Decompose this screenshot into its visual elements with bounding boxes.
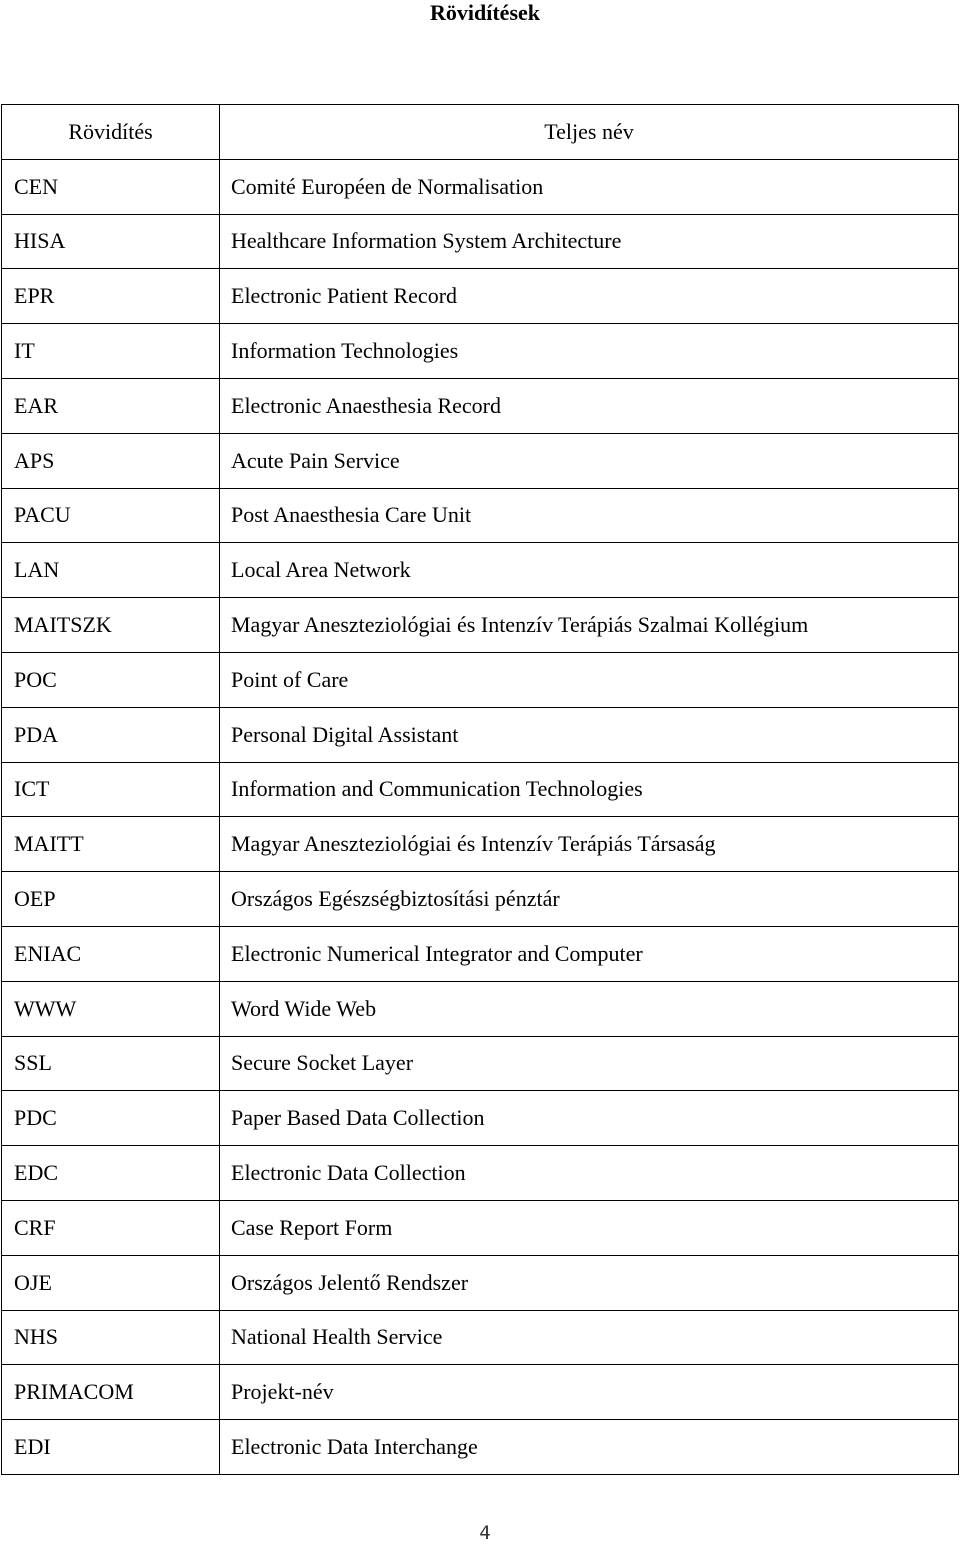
table-row — [2, 488, 959, 543]
full-name-cell: Information Technologies — [220, 324, 959, 379]
full-name-cell: Projekt-név — [220, 1365, 959, 1420]
abbreviation-cell: EDC — [2, 1146, 220, 1201]
abbreviation-cell: PDC — [2, 1091, 220, 1146]
table-row — [2, 1420, 959, 1475]
table-row — [2, 762, 959, 817]
table-row — [2, 433, 959, 488]
full-name-cell: Case Report Form — [220, 1200, 959, 1255]
table-row — [2, 543, 959, 598]
abbreviation-cell: EDI — [2, 1420, 220, 1475]
full-name-cell: Information and Communication Technologies — [220, 762, 959, 817]
abbreviation-cell: ENIAC — [2, 926, 220, 981]
full-name-cell: Comité Européen de Normalisation — [220, 159, 959, 214]
full-name-cell: Healthcare Information System Architecture — [220, 214, 959, 269]
table-row — [2, 324, 959, 379]
full-name-cell: Electronic Data Interchange — [220, 1420, 959, 1475]
table-row — [2, 1365, 959, 1420]
abbreviation-cell: WWW — [2, 981, 220, 1036]
abbreviation-cell: EPR — [2, 269, 220, 324]
full-name-cell: Electronic Patient Record — [220, 269, 959, 324]
table-row — [2, 1200, 959, 1255]
full-name-cell: Post Anaesthesia Care Unit — [220, 488, 959, 543]
full-name-cell: Word Wide Web — [220, 981, 959, 1036]
abbreviations-table — [1, 104, 959, 1475]
table-row — [2, 652, 959, 707]
full-name-cell: Országos Egészségbiztosítási pénztár — [220, 872, 959, 927]
column-header-full-name: Teljes név — [220, 105, 959, 160]
full-name-cell: Local Area Network — [220, 543, 959, 598]
table-row — [2, 378, 959, 433]
full-name-cell: Paper Based Data Collection — [220, 1091, 959, 1146]
table-row — [2, 981, 959, 1036]
table-header-row — [2, 105, 959, 160]
abbreviation-cell: SSL — [2, 1036, 220, 1091]
table-body — [2, 159, 959, 1474]
abbreviation-cell: MAITSZK — [2, 598, 220, 653]
abbreviation-cell: PDA — [2, 707, 220, 762]
table-row — [2, 926, 959, 981]
abbreviation-cell: EAR — [2, 378, 220, 433]
abbreviation-cell: PACU — [2, 488, 220, 543]
full-name-cell: Országos Jelentő Rendszer — [220, 1255, 959, 1310]
table-row — [2, 269, 959, 324]
abbreviation-cell: POC — [2, 652, 220, 707]
full-name-cell: Acute Pain Service — [220, 433, 959, 488]
abbreviation-cell: OEP — [2, 872, 220, 927]
table-row — [2, 872, 959, 927]
table-row — [2, 1146, 959, 1201]
abbreviation-cell: MAITT — [2, 817, 220, 872]
column-header-abbreviation: Rövidítés — [2, 105, 220, 160]
table-row — [2, 1310, 959, 1365]
table-row — [2, 214, 959, 269]
abbreviation-cell: APS — [2, 433, 220, 488]
abbreviation-cell: OJE — [2, 1255, 220, 1310]
table-row — [2, 1036, 959, 1091]
page-title: Rövidítések — [430, 0, 540, 25]
page-number: 4 — [479, 1522, 491, 1544]
table-row — [2, 1255, 959, 1310]
table-row — [2, 817, 959, 872]
full-name-cell: National Health Service — [220, 1310, 959, 1365]
abbreviation-cell: NHS — [2, 1310, 220, 1365]
abbreviation-cell: PRIMACOM — [2, 1365, 220, 1420]
full-name-cell: Magyar Aneszteziológiai és Intenzív Terápiás Szalmai Kollégium — [220, 598, 959, 653]
abbreviation-cell: IT — [2, 324, 220, 379]
table-row — [2, 598, 959, 653]
abbreviation-cell: CEN — [2, 159, 220, 214]
table-row — [2, 1091, 959, 1146]
full-name-cell: Point of Care — [220, 652, 959, 707]
full-name-cell: Secure Socket Layer — [220, 1036, 959, 1091]
abbreviation-cell: ICT — [2, 762, 220, 817]
full-name-cell: Electronic Data Collection — [220, 1146, 959, 1201]
full-name-cell: Personal Digital Assistant — [220, 707, 959, 762]
abbreviation-cell: HISA — [2, 214, 220, 269]
full-name-cell: Electronic Anaesthesia Record — [220, 378, 959, 433]
full-name-cell: Electronic Numerical Integrator and Computer — [220, 926, 959, 981]
abbreviation-cell: CRF — [2, 1200, 220, 1255]
full-name-cell: Magyar Aneszteziológiai és Intenzív Terápiás Társaság — [220, 817, 959, 872]
table-row — [2, 707, 959, 762]
abbreviation-cell: LAN — [2, 543, 220, 598]
table-row — [2, 159, 959, 214]
